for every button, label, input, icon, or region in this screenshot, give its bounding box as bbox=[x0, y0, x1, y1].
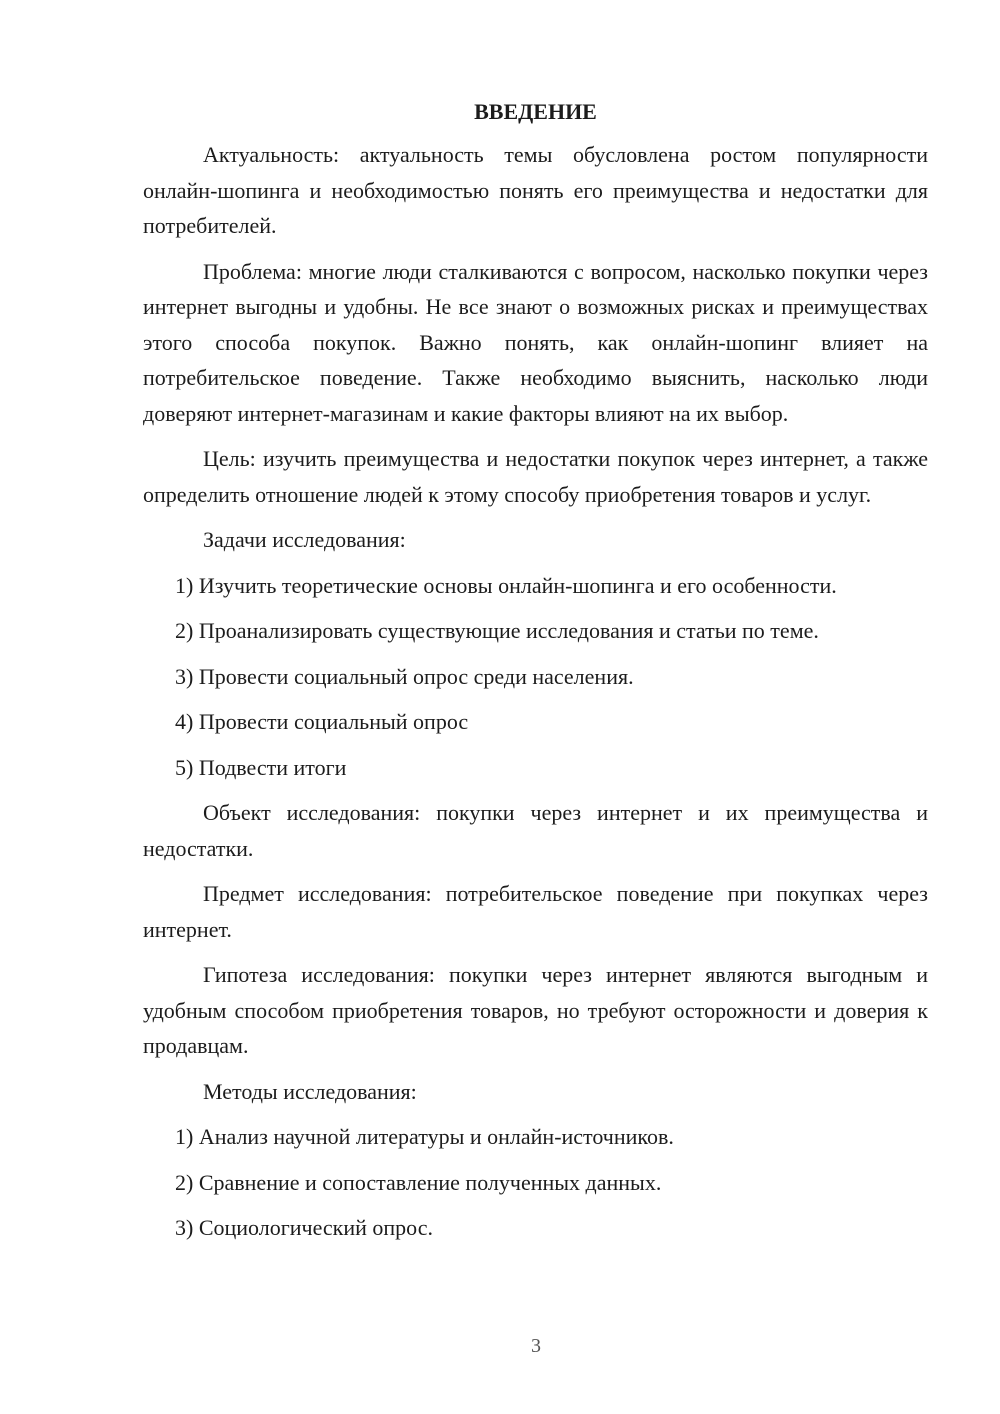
task-item: 4) Провести социальный опрос bbox=[175, 709, 469, 734]
object-paragraph: Объект исследования: покупки через интернет и их преимущества и недостатки. bbox=[143, 800, 928, 861]
task-item: 1) Изучить теоретические основы онлайн-шопинга и его особенности. bbox=[175, 572, 837, 598]
tasks-list bbox=[143, 568, 928, 786]
method-item: 1) Анализ научной литературы и онлайн-источников. bbox=[175, 1124, 674, 1149]
task-item: 2) Проанализировать существующие исследования и статьи по теме. bbox=[175, 618, 819, 643]
relevance-paragraph: Актуальность: актуальность темы обусловлена ростом популярности онлайн-шопинга и необходимостью понять его преимущества и недостатки для потребителей. bbox=[143, 142, 928, 238]
task-item: 3) Провести социальный опрос среди населения. bbox=[175, 663, 634, 689]
method-item: 3) Социологический опрос. bbox=[175, 1215, 433, 1240]
problem-paragraph: Проблема: многие люди сталкиваются с вопросом, насколько покупки через интернет выгодны и удобны. Не все знают о возможных рисках и преимуществах этого способа покупок. Важно понять, как онлайн-шопинг влияет на потребительское поведение. Также необходимо выяснить, насколько люди доверяют интернет-магазинам и какие факторы влияют на их выбор. bbox=[143, 258, 928, 426]
page-content bbox=[143, 97, 928, 1256]
task-item: 5) Подвести итоги bbox=[175, 754, 347, 780]
page-number: 3 bbox=[531, 1335, 541, 1357]
page-title: ВВЕДЕНИЕ bbox=[474, 99, 597, 124]
methods-heading: Методы исследования: bbox=[203, 1078, 417, 1104]
hypothesis-paragraph: Гипотеза исследования: покупки через интернет являются выгодным и удобным способом приобретения товаров, но требуют осторожности и доверия к продавцам. bbox=[143, 962, 928, 1058]
method-item: 2) Сравнение и сопоставление полученных данных. bbox=[175, 1169, 662, 1195]
tasks-heading: Задачи исследования: bbox=[203, 527, 406, 552]
subject-paragraph: Предмет исследования: потребительское поведение при покупках через интернет. bbox=[143, 881, 928, 942]
goal-paragraph: Цель: изучить преимущества и недостатки покупок через интернет, а также определить отношение людей к этому способу приобретения товаров и услуг. bbox=[143, 446, 928, 507]
methods-list bbox=[143, 1119, 928, 1246]
